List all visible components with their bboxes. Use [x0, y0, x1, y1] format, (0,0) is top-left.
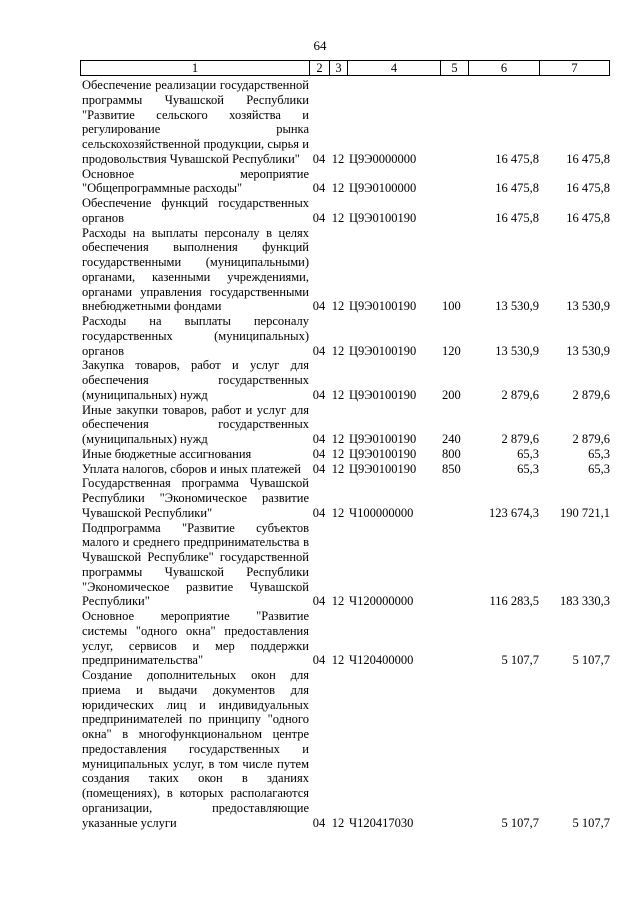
cell-subsection: 12	[331, 432, 345, 446]
cell-section: 04	[312, 181, 326, 196]
header-col-7: 7	[571, 61, 578, 75]
cell-target-article: Ц9Э0100190	[349, 446, 417, 461]
row-name: Уплата налогов, сборов и иных платежей	[82, 461, 301, 476]
cell-expense-type: 850	[442, 461, 461, 476]
cell-target-article: Ц9Э0000000	[349, 151, 417, 166]
cell-section: 04	[312, 461, 326, 476]
row-name: Обеспечение функций государственных органов	[82, 196, 309, 225]
cell-subsection: 12	[331, 446, 345, 461]
cell-target-article: Ч120000000	[349, 594, 414, 609]
cell-section: 04	[312, 210, 326, 225]
cell-amount-year-1: 123 674,3	[489, 505, 539, 520]
table-row	[82, 167, 610, 197]
cell-subsection: 12	[331, 387, 345, 402]
cell-subsection: 12	[331, 594, 345, 609]
table-body	[82, 78, 610, 830]
cell-section: 04	[312, 343, 326, 358]
row-name: Подпрограмма "Развитие субъектов малого и среднего предпринимательства в Чувашской Республике" государственной программы Чувашской Республики "Экономическое развитие Чувашской Республики"	[82, 520, 309, 609]
table-row	[82, 447, 610, 462]
cell-section: 04	[312, 387, 326, 402]
cell-target-article: Ц9Э0100190	[349, 387, 417, 402]
cell-amount-year-2: 190 721,1	[560, 505, 610, 520]
row-name: Расходы на выплаты персоналу в целях обеспечения выполнения функций государственными (муниципальными) органами, казенными учреждениями, органами управления государственными внебюджетными фондами	[82, 225, 309, 314]
cell-amount-year-2: 183 330,3	[560, 594, 610, 609]
cell-amount-year-2: 16 475,8	[566, 151, 610, 166]
table-row	[82, 668, 610, 830]
cell-amount-year-1: 16 475,8	[495, 151, 539, 166]
cell-target-article: Ц9Э0100190	[349, 461, 417, 476]
cell-amount-year-2: 16 475,8	[566, 210, 610, 225]
cell-amount-year-2: 5 107,7	[572, 815, 610, 830]
header-col-1: 1	[81, 61, 310, 75]
cell-subsection: 12	[331, 299, 345, 314]
cell-amount-year-1: 116 283,5	[489, 594, 539, 609]
table-row	[82, 476, 610, 520]
cell-target-article: Ч120400000	[349, 653, 414, 668]
cell-amount-year-1: 13 530,9	[495, 299, 539, 314]
cell-amount-year-2: 13 530,9	[566, 343, 610, 358]
table-row	[82, 78, 610, 167]
cell-section: 04	[312, 815, 326, 830]
cell-subsection: 12	[331, 210, 345, 225]
header-col-6: 6	[469, 61, 540, 75]
cell-expense-type: 800	[442, 446, 461, 461]
row-name: Иные закупки товаров, работ и услуг для обеспечения государственных (муниципальных) нужд	[82, 402, 309, 446]
row-name: Создание дополнительных окон для приема и выдачи документов для юридических лиц и индивидуальных предпринимателей по принципу "одного окна" в многофункциональном центре предоставления государственных и муниципальных услуг, в том числе путем создания таких окон в зданиях (помещениях), в которых располагаются организации, предоставляющие указанные услуги	[82, 668, 309, 830]
table-row	[82, 358, 610, 402]
table-row	[82, 196, 610, 226]
cell-amount-year-2: 13 530,9	[566, 299, 610, 314]
cell-subsection: 12	[331, 181, 345, 196]
table-row	[82, 226, 610, 315]
cell-subsection: 12	[331, 461, 345, 476]
cell-section: 04	[312, 505, 326, 520]
cell-subsection: 12	[331, 151, 345, 166]
table-row	[82, 314, 610, 358]
cell-section: 04	[312, 446, 326, 461]
row-name: Обеспечение реализации государственной программы Чувашской Республики "Развитие сельского хозяйства и регулирование рынка сельскохозяйственной продукции, сырья и продовольствия Чувашской Республики"	[82, 78, 309, 166]
header-col-5: 5	[441, 61, 469, 75]
cell-amount-year-1: 65,3	[517, 461, 539, 476]
page-number: 64	[313, 38, 327, 53]
cell-expense-type: 200	[442, 387, 461, 402]
table-row	[82, 462, 610, 477]
cell-amount-year-1: 13 530,9	[495, 343, 539, 358]
cell-section: 04	[312, 594, 326, 609]
cell-expense-type: 100	[442, 299, 461, 314]
row-name: Государственная программа Чувашской Республики "Экономическое развитие Чувашской Республики"	[82, 476, 309, 520]
cell-amount-year-2: 2 879,6	[572, 387, 610, 402]
cell-amount-year-1: 5 107,7	[501, 653, 539, 668]
cell-amount-year-2: 65,3	[588, 461, 610, 476]
cell-target-article: Ц9Э0100190	[349, 210, 417, 225]
cell-amount-year-1: 2 879,6	[501, 387, 539, 402]
cell-amount-year-1: 16 475,8	[495, 181, 539, 196]
header-col-2: 2	[310, 61, 330, 75]
cell-expense-type: 120	[442, 343, 461, 358]
cell-section: 04	[312, 151, 326, 166]
cell-target-article: Ц9Э0100190	[349, 299, 417, 314]
row-name: Закупка товаров, работ и услуг для обеспечения государственных (муниципальных) нужд	[82, 358, 309, 402]
cell-target-article: Ц9Э0100190	[349, 343, 417, 358]
table-row	[82, 521, 610, 610]
cell-target-article: Ч100000000	[349, 505, 414, 520]
row-name: Расходы на выплаты персоналу государственных (муниципальных) органов	[82, 314, 309, 358]
header-col-3: 3	[330, 61, 348, 75]
cell-amount-year-1: 16 475,8	[495, 210, 539, 225]
cell-amount-year-2: 2 879,6	[572, 432, 610, 446]
cell-amount-year-2: 16 475,8	[566, 181, 610, 196]
cell-subsection: 12	[331, 505, 345, 520]
cell-amount-year-1: 65,3	[517, 446, 539, 461]
row-name: Основное мероприятие "Развитие системы "одного окна" предоставления услуг, сервисов и мер поддержки предпринимательства"	[82, 609, 309, 668]
header-col-4: 4	[348, 61, 441, 75]
table-row	[82, 403, 610, 447]
row-name: Основное мероприятие "Общепрограммные расходы"	[82, 166, 309, 196]
cell-amount-year-1: 2 879,6	[501, 432, 539, 446]
cell-amount-year-2: 65,3	[588, 446, 610, 461]
cell-section: 04	[312, 299, 326, 314]
cell-section: 04	[312, 432, 326, 446]
table-row	[82, 609, 610, 668]
cell-target-article: Ц9Э0100000	[349, 181, 417, 196]
row-name: Иные бюджетные ассигнования	[82, 446, 252, 461]
cell-section: 04	[312, 653, 326, 668]
cell-subsection: 12	[331, 815, 345, 830]
table-header	[80, 60, 610, 76]
cell-expense-type: 240	[442, 432, 461, 446]
cell-amount-year-1: 5 107,7	[501, 815, 539, 830]
cell-subsection: 12	[331, 653, 345, 668]
cell-amount-year-2: 5 107,7	[572, 653, 610, 668]
cell-subsection: 12	[331, 343, 345, 358]
cell-target-article: Ч120417030	[349, 815, 414, 830]
cell-target-article: Ц9Э0100190	[349, 432, 417, 446]
